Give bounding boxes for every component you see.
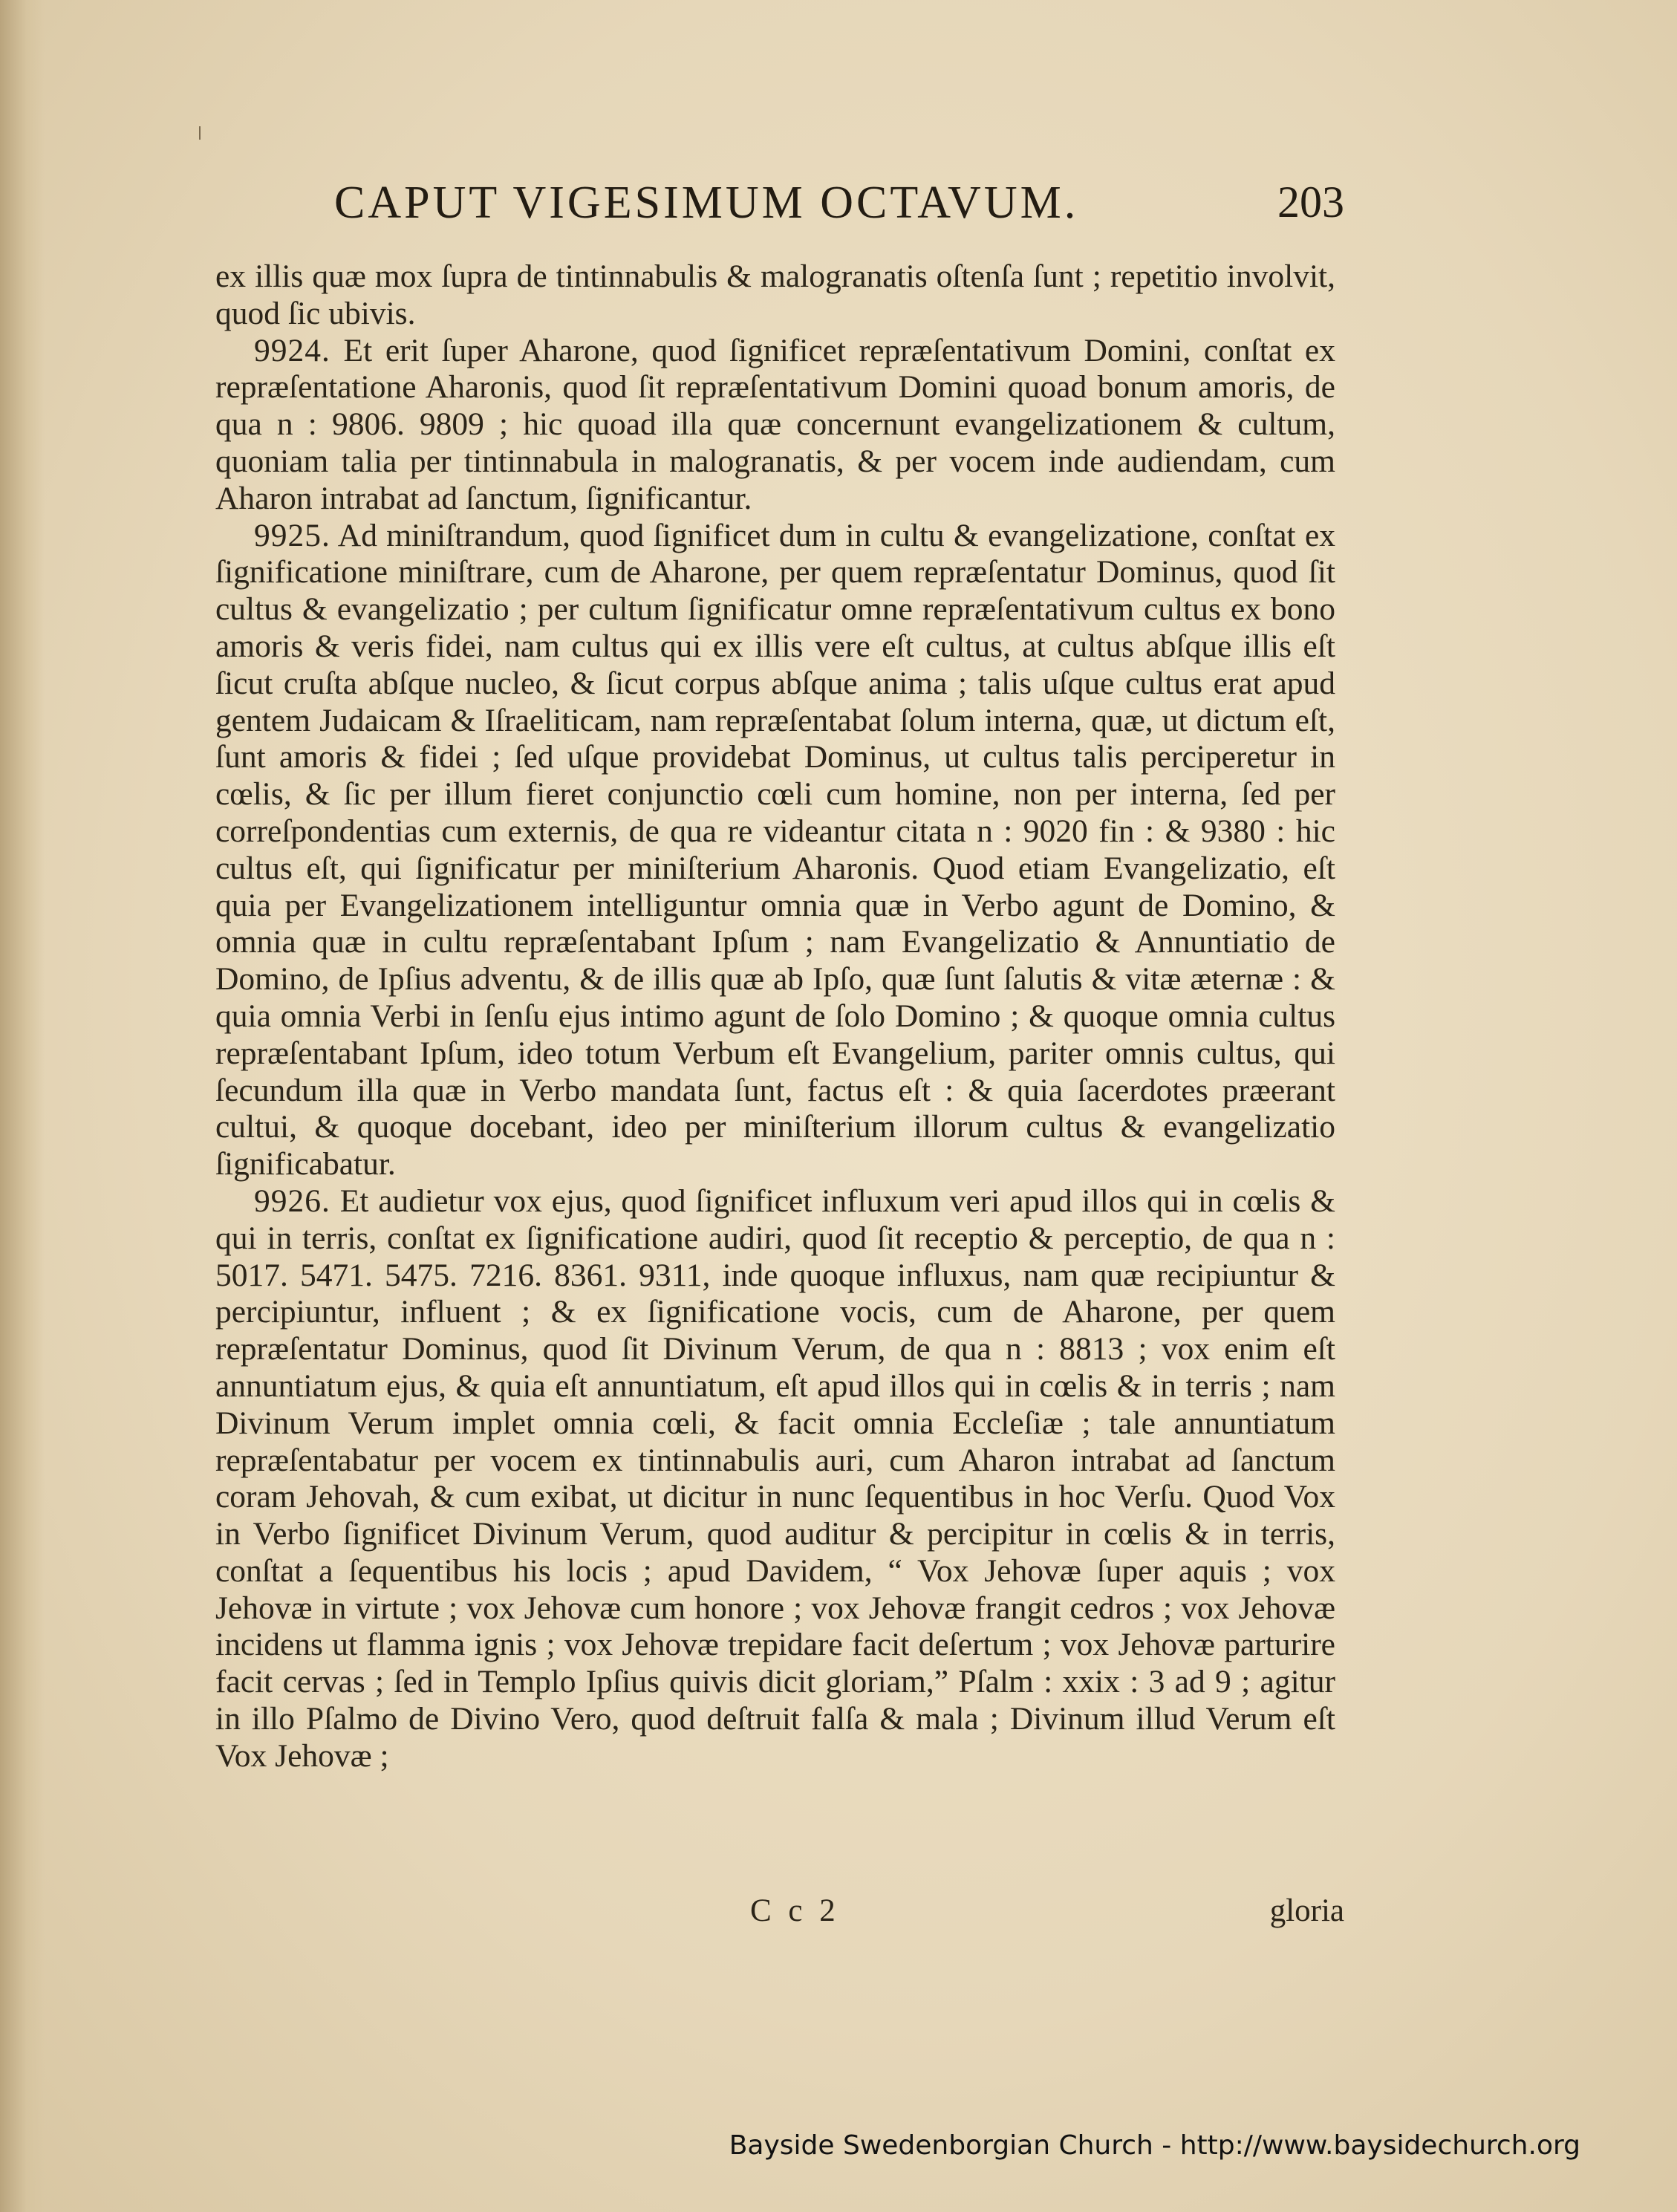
page-number: 203	[1277, 178, 1344, 227]
running-title: CAPUT VIGESIMUM OCTAVUM.	[334, 178, 1079, 228]
margin-mark	[199, 126, 201, 140]
paragraph-text: Et audietur vox ejus, quod ſignificet influxum veri apud illos qui in cœlis & qui in terris, conſtat ex ſignificatione audiri, quod ſit receptio & perceptio, de qua n : 5017. 5471. 5475. 7216. 8361. 9311, inde quoque influxus, nam quæ recipiuntur & percipiuntur, influent ; & ex ſignificatione vocis, cum de Aharone, per quem repræſentatur Dominus, quod ſit Divinum Verum, de qua n : 8813 ; vox enim eſt annuntiatum ejus, & quia eſt annuntiatum, eſt apud illos qui in cœlis & in terris ; nam Divinum Verum implet omnia cœli, & facit omnia Eccleſiæ ; tale annuntiatum repræſentabatur per vocem ex tintinnabulis auri, cum Aharon intrabat ad ſanctum coram Jehovah, & cum exibat, ut dicitur in nunc ſequentibus in hoc Verſu. Quod Vox in Verbo ſignificet Divinum Verum, quod auditur & percipitur in cœlis & in terris, conſtat a ſequentibus his locis ; apud Davidem, “ Vox Jehovæ ſuper aquis ; vox Jehovæ in virtute ; vox Jehovæ cum honore ; vox Jehovæ frangit cedros ; vox Jehovæ incidens ut flamma ignis ; vox Jehovæ trepidare facit deſertum ; vox Jehovæ parturire facit cervas ; ſed in Templo Ipſius quivis dicit gloriam,” Pſalm : xxix : 3 ad 9 ; agitur in illo Pſalmo de Divino Vero, quod deſtruit falſa & mala ; Divinum illud Verum eſt Vox Jehovæ ;	[215, 1183, 1335, 1774]
catchword: gloria	[1269, 1893, 1344, 1928]
page-footer	[215, 1893, 1344, 1937]
paragraph-9926	[215, 1183, 1335, 1775]
paragraph-number: 9925.	[254, 517, 330, 553]
body-text	[215, 258, 1335, 1775]
page-header	[215, 177, 1344, 244]
watermark-text: Bayside Swedenborgian Church - http://www.baysidechurch.org	[729, 2130, 1580, 2161]
paragraph-text: Et erit ſuper Aharone, quod ſignificet repræſentativum Domini, conſtat ex repræſentatione Aharonis, quod ſit repræſentativum Domini quoad bonum amoris, de qua n : 9806. 9809 ; hic quoad illa quæ concernunt evangelizationem & cultum, quoniam talia per tintinnabula in malogranatis, & per vocem inde audiendam, cum Aharon intrabat ad ſanctum, ſignificantur.	[215, 332, 1335, 516]
paragraph-text: Ad miniſtrandum, quod ſignificet dum in cultu & evangelizatione, conſtat ex ſignificatione miniſtrare, cum de Aharone, per quem repræſentatur Dominus, quod ſit cultus & evangelizatio ; per cultum ſignificatur omne repræſentativum cultus ex bono amoris & veris fidei, nam cultus qui ex illis vere eſt cultus, at cultus abſque illis eſt ſicut cruſta abſque nucleo, & ſicut corpus abſque anima ; talis uſque cultus erat apud gentem Judaicam & Iſraeliticam, nam repræſentabat ſolum interna, quæ, ut dictum eſt, ſunt amoris & fidei ; ſed uſque providebat Dominus, ut cultus talis perciperetur in cœlis, & ſic per illum fieret conjunctio cœli cum homine, non per interna, ſed per correſpondentias cum externis, de qua re videantur citata n : 9020 fin : & 9380 : hic cultus eſt, qui ſignificatur per miniſterium Aharonis. Quod etiam Evangelizatio, eſt quia per Evangelizationem intelliguntur omnia quæ in Verbo agunt de Domino, & omnia quæ in cultu repræſentabant Ipſum ; nam Evangelizatio & Annuntiatio de Domino, de Ipſius adventu, & de illis quæ ab Ipſo, quæ ſunt ſalutis & vitæ æternæ : & quia omnia Verbi in ſenſu ejus intimo agunt de ſolo Domino ; & quoque omnia cultus repræſentabant Ipſum, ideo totum Verbum eſt Evangelium, pariter omnis cultus, qui ſecundum illa quæ in Verbo mandata ſunt, factus eſt : & quia ſacerdotes præerant cultui, & quoque docebant, ideo per miniſterium illorum cultus & evangelizatio ſignificabatur.	[215, 517, 1335, 1183]
paragraph-number: 9926.	[254, 1183, 330, 1219]
book-gutter	[0, 0, 45, 2212]
paragraph-text: ex illis quæ mox ſupra de tintinnabulis & malogranatis oſtenſa ſunt ; repetitio involvit, quod ſic ubivis.	[215, 258, 1335, 331]
paragraph-continuation	[215, 258, 1335, 333]
paragraph-number: 9924.	[254, 332, 330, 368]
paragraph-9925	[215, 518, 1335, 1183]
paragraph-9924	[215, 333, 1335, 518]
signature-mark: C c 2	[750, 1893, 840, 1928]
